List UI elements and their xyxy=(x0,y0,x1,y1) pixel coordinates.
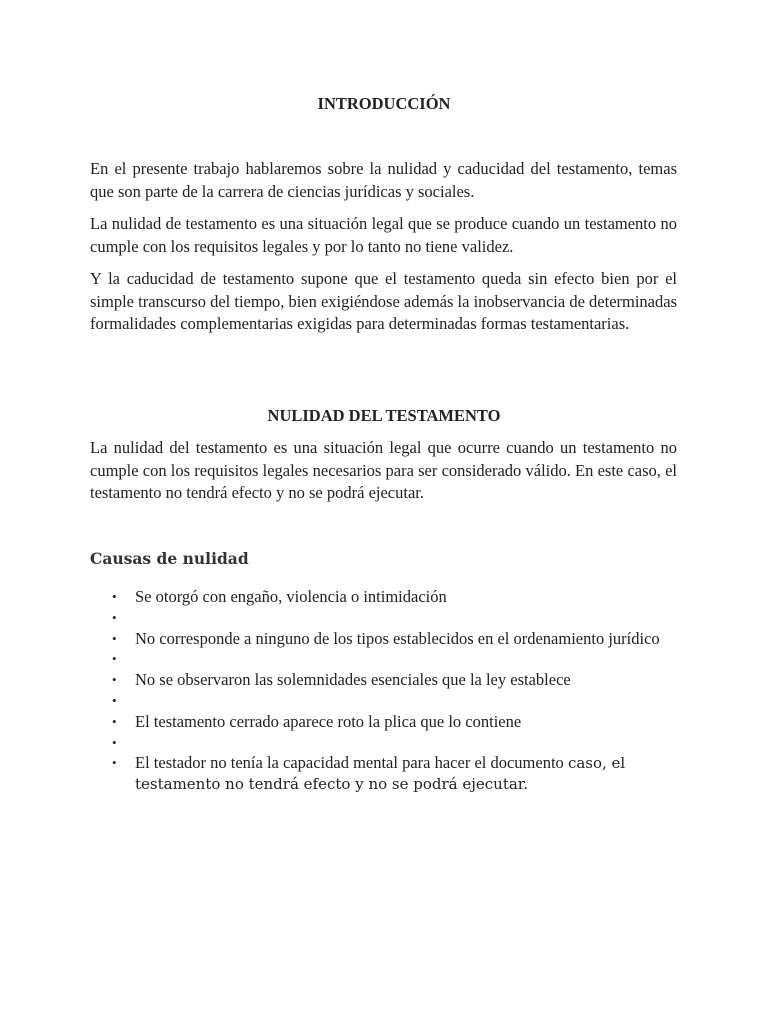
bullet-icon: • xyxy=(112,672,117,688)
list-item xyxy=(90,753,677,795)
intro-paragraph-1: En el presente trabajo hablaremos sobre la nulidad y caducidad del testamento, temas que son parte de la carrera de ciencias jurídicas y sociales. xyxy=(90,159,677,201)
list-item-text-continuation: caso, el testamento no tendrá efecto y no se podrá ejecutar. xyxy=(135,754,626,794)
intro-heading: INTRODUCCIÓN xyxy=(317,94,451,113)
list-item xyxy=(90,629,677,650)
list-item xyxy=(90,670,677,691)
list-item xyxy=(90,691,677,712)
list-item-text: No corresponde a ninguno de los tipos establecidos en el ordenamiento jurídico xyxy=(135,628,660,648)
list-item xyxy=(90,733,677,754)
intro-paragraph-3: Y la caducidad de testamento supone que el testamento queda sin efecto bien por el simple transcurso del tiempo, bien exigiéndose además la inobservancia de determinadas formalidades complementarias exigidas para determinadas formas testamentarias. xyxy=(90,269,677,334)
list-item xyxy=(90,587,677,608)
list-item xyxy=(90,712,677,733)
bullet-icon: • xyxy=(112,609,117,625)
bullet-icon: • xyxy=(112,734,117,750)
intro-paragraph-2: La nulidad de testamento es una situación legal que se produce cuando un testamento no cumple con los requisitos legales y por lo tanto no tiene validez. xyxy=(90,214,677,256)
bullet-icon: • xyxy=(112,651,117,667)
causas-list xyxy=(90,587,677,795)
causas-heading: Causas de nulidad xyxy=(90,549,249,568)
nulidad-paragraph: La nulidad del testamento es una situación legal que ocurre cuando un testamento no cumple con los requisitos legales necesarios para ser considerado válido. En este caso, el testamento no tendrá efecto y no se podrá ejecutar. xyxy=(90,438,677,503)
bullet-icon: • xyxy=(112,755,117,771)
bullet-icon: • xyxy=(112,589,117,604)
list-item-text: El testador no tenía la capacidad mental para hacer el documento xyxy=(135,753,564,773)
list-item-text: Se otorgó con engaño, violencia o intimidación xyxy=(135,587,447,606)
bullet-icon: • xyxy=(112,713,117,729)
bullet-icon: • xyxy=(112,692,117,708)
bullet-icon: • xyxy=(112,630,117,646)
list-item xyxy=(90,649,677,670)
list-item-text: El testamento cerrado aparece roto la plica que lo contiene xyxy=(135,711,522,731)
nulidad-heading: NULIDAD DEL TESTAMENTO xyxy=(267,406,501,425)
list-item-text: No se observaron las solemnidades esenciales que la ley establece xyxy=(135,670,571,690)
list-item xyxy=(90,608,677,629)
